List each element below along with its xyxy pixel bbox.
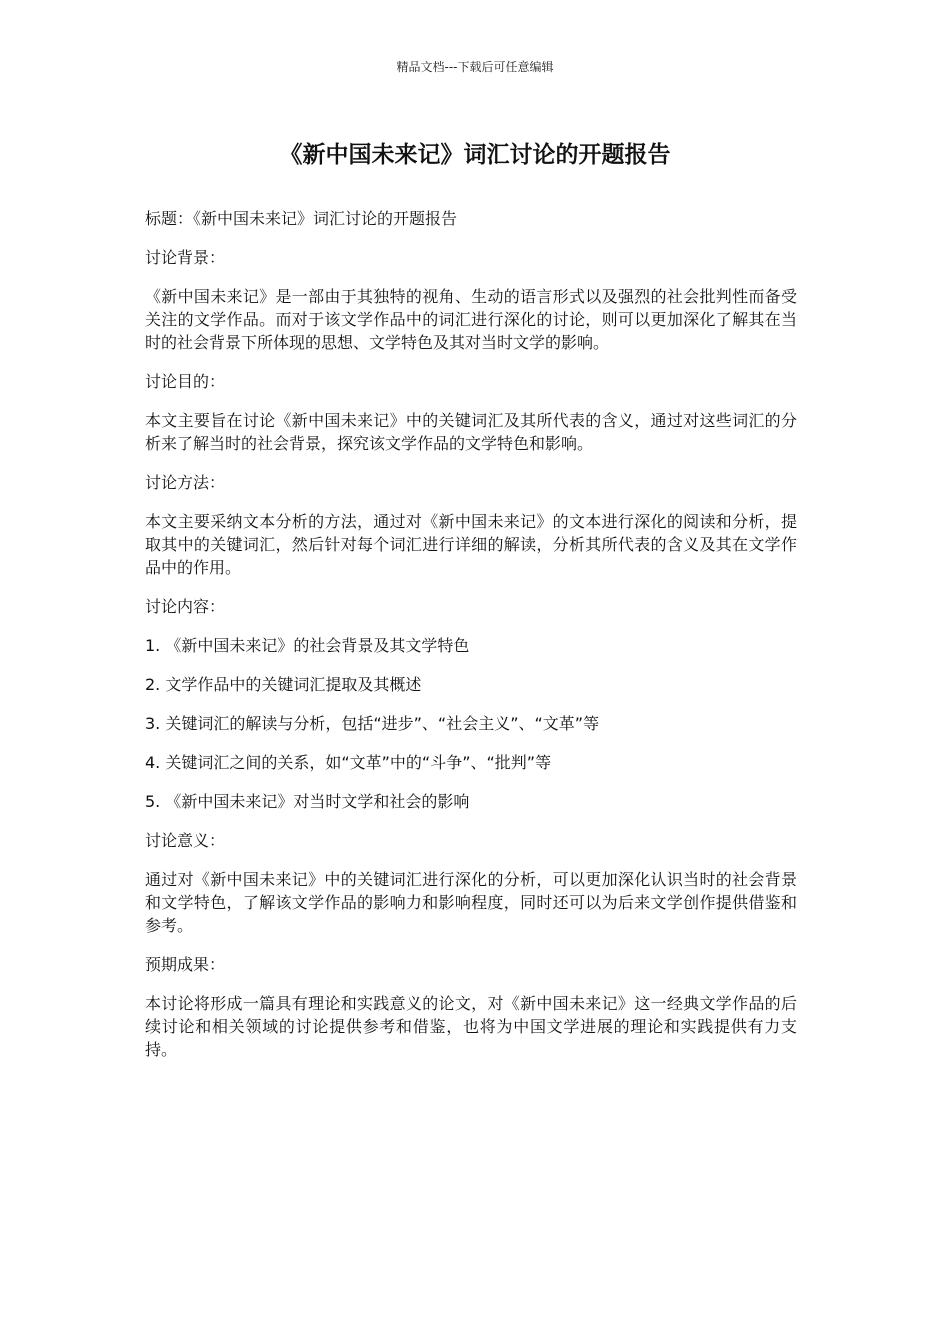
method-paragraph: 本文主要采纳文本分析的方法，通过对《新中国未来记》的文本进行深化的阅读和分析，提取其中的关键词汇，然后针对每个词汇进行详细的解读，分析其所代表的含义及其在文学作品中的作用。: [145, 512, 797, 577]
purpose-heading: 讨论目的：: [145, 372, 226, 391]
content-list-item: 4. 关键词汇之间的关系，如“文革”中的“斗争”、“批判”等: [145, 753, 552, 772]
significance-heading: 讨论意义：: [145, 831, 226, 850]
content-heading: 讨论内容：: [145, 597, 226, 616]
content-list-item: 3. 关键词汇的解读与分析，包括“进步”、“社会主义”、“文革”等: [145, 714, 600, 733]
outcome-heading: 预期成果：: [145, 955, 226, 974]
background-paragraph: 《新中国未来记》是一部由于其独特的视角、生动的语言形式以及强烈的社会批判性而备受关注的文学作品。而对于该文学作品中的词汇进行深化的讨论，则可以更加深化了解其在当时的社会背景下所体现的思想、文学特色及其对当时文学的影响。: [145, 287, 797, 352]
document-body: [145, 207, 797, 1077]
content-list-item: 2. 文学作品中的关键词汇提取及其概述: [145, 675, 422, 694]
content-list-item: 1. 《新中国未来记》的社会背景及其文学特色: [145, 636, 470, 655]
purpose-paragraph: 本文主要旨在讨论《新中国未来记》中的关键词汇及其所代表的含义，通过对这些词汇的分析来了解当时的社会背景，探究该文学作品的文学特色和影响。: [145, 411, 797, 453]
content-list-item: 5. 《新中国未来记》对当时文学和社会的影响: [145, 792, 470, 811]
page-header: 精品文档---下载后可任意编辑: [396, 60, 554, 74]
subject-line: 标题：《新中国未来记》词汇讨论的开题报告: [145, 209, 458, 228]
background-heading: 讨论背景：: [145, 248, 226, 267]
method-heading: 讨论方法：: [145, 473, 226, 492]
significance-paragraph: 通过对《新中国未来记》中的关键词汇进行深化的分析，可以更加深化认识当时的社会背景和文学特色，了解该文学作品的影响力和影响程度，同时还可以为后来文学创作提供借鉴和参考。: [145, 870, 797, 935]
document-title: 《新中国未来记》词汇讨论的开题报告: [279, 142, 671, 168]
outcome-paragraph: 本讨论将形成一篇具有理论和实践意义的论文，对《新中国未来记》这一经典文学作品的后续讨论和相关领域的讨论提供参考和借鉴，也将为中国文学进展的理论和实践提供有力支持。: [145, 994, 797, 1059]
